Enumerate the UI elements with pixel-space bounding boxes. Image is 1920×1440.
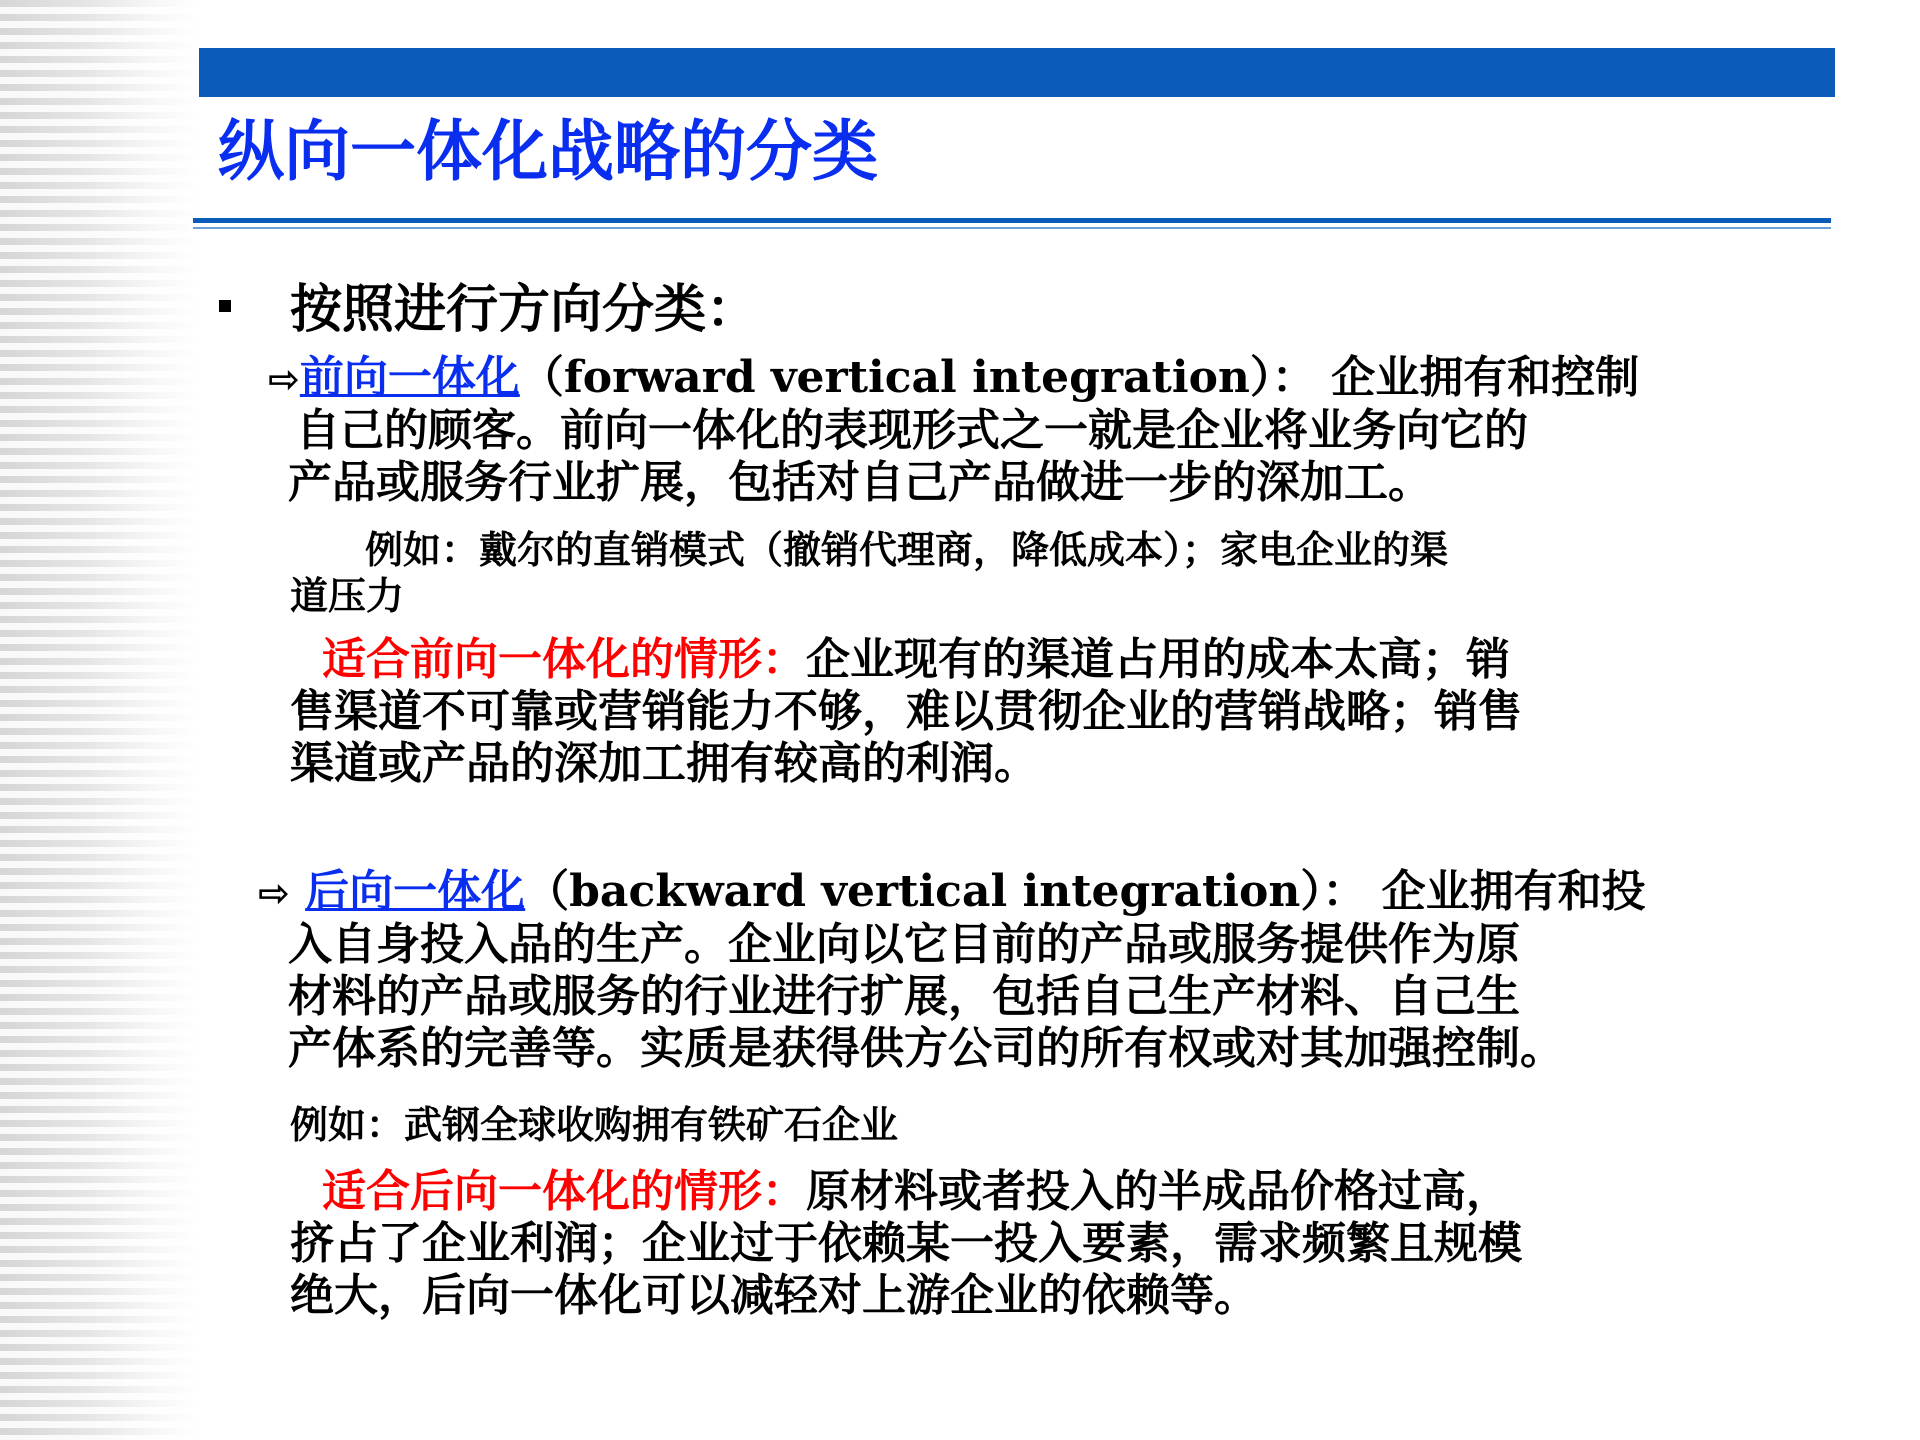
- left-stripe-decoration: [0, 0, 200, 1440]
- right-arrow-icon: ⇨: [268, 357, 300, 401]
- backward-suitable-line-2: 挤占了企业利润；企业过于依赖某一投入要素，需求频繁且规模: [290, 1218, 1522, 1269]
- slide-title: 纵向一体化战略的分类: [218, 112, 878, 190]
- square-bullet-icon: [219, 300, 231, 312]
- forward-suitable: [290, 634, 1820, 790]
- forward-definition: [268, 352, 1798, 509]
- backward-suitable-label: 适合后向一体化的情形：: [322, 1166, 806, 1217]
- header-bar: [199, 48, 1835, 97]
- forward-definition-text-1: （forward vertical integration）： 企业拥有和控制: [519, 352, 1640, 403]
- backward-suitable-line-1: [290, 1166, 1820, 1218]
- backward-suitable-line-3: 绝大，后向一体化可以减轻对上游企业的依赖等。: [290, 1270, 1258, 1321]
- forward-example-line-2: 道压力: [290, 573, 405, 618]
- forward-definition-line-2: 自己的顾客。前向一体化的表现形式之一就是企业将业务向它的: [296, 405, 1528, 456]
- backward-definition: [258, 866, 1788, 1075]
- forward-suitable-text-1: 企业现有的渠道占用的成本太高；销: [806, 634, 1510, 685]
- backward-suitable: [290, 1166, 1820, 1322]
- backward-definition-line-1: [258, 866, 1788, 919]
- backward-definition-line-4: 产体系的完善等。实质是获得供方公司的所有权或对其加强控制。: [288, 1023, 1564, 1074]
- backward-definition-line-2: 入自身投入品的生产。企业向以它目前的产品或服务提供作为原: [288, 919, 1520, 970]
- forward-definition-line-3: 产品或服务行业扩展，包括对自己产品做进一步的深加工。: [288, 457, 1432, 508]
- forward-definition-line-1: [268, 352, 1798, 405]
- right-arrow-icon: ⇨: [258, 871, 290, 915]
- backward-definition-text-1: （backward vertical integration）： 企业拥有和投: [525, 866, 1646, 917]
- forward-suitable-line-1: [290, 634, 1820, 686]
- forward-suitable-line-2: 售渠道不可靠或营销能力不够，难以贯彻企业的营销战略；销售: [290, 686, 1522, 737]
- title-divider-thin: [193, 227, 1831, 229]
- forward-integration-link[interactable]: 前向一体化: [299, 352, 520, 403]
- forward-suitable-label: 适合前向一体化的情形：: [322, 634, 806, 685]
- backward-example: [290, 1102, 1810, 1148]
- backward-suitable-text-1: 原材料或者投入的半成品价格过高，: [806, 1166, 1510, 1217]
- backward-integration-link[interactable]: 后向一体化: [305, 866, 526, 917]
- forward-example: [290, 527, 1810, 619]
- backward-definition-line-3: 材料的产品或服务的行业进行扩展，包括自己生产材料、自己生: [288, 971, 1520, 1022]
- forward-suitable-line-3: 渠道或产品的深加工拥有较高的利润。: [290, 738, 1038, 789]
- backward-example-line-1: 例如：武钢全球收购拥有铁矿石企业: [290, 1102, 899, 1147]
- section-heading: 按照进行方向分类：: [290, 279, 759, 340]
- forward-example-line-1: 例如：戴尔的直销模式（撤销代理商，降低成本）；家电企业的渠: [365, 527, 1449, 572]
- title-divider: [193, 218, 1831, 223]
